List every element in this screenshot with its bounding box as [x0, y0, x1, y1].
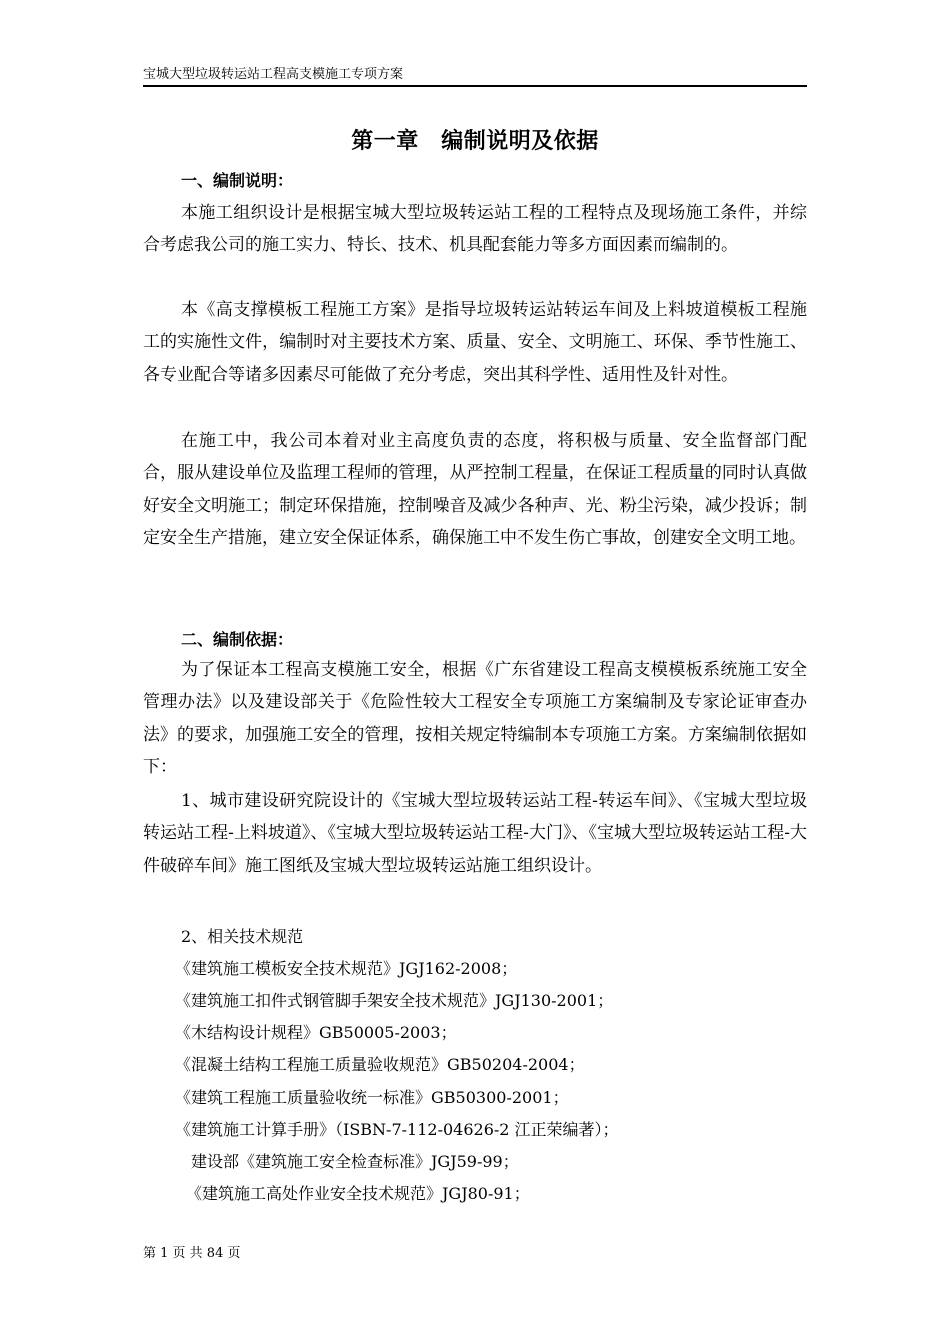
chapter-title: 第一章 编制说明及依据	[351, 129, 599, 154]
standard-item: 建设部《建筑施工安全检查标准》JGJ59-99；	[191, 1152, 519, 1171]
section-heading-2: 二、编制依据：	[181, 630, 294, 649]
standard-item: 《建筑施工高处作业安全技术规范》JGJ80-91；	[186, 1184, 530, 1203]
section-heading-1: 一、编制说明：	[181, 171, 294, 190]
sub-heading: 2、相关技术规范	[181, 927, 304, 946]
paragraph: 为了保证本工程高支模施工安全，根据《广东省建设工程高支模模板系统施工安全管理办法》以及建设部关于《危险性较大工程安全专项施工方案编制及专家论证审查办法》的要求，加强施工安全的管理，按相关规定特编制本专项施工方案。方案编制依据如下：	[143, 660, 807, 777]
paragraph: 本施工组织设计是根据宝城大型垃圾转运站工程的工程特点及现场施工条件，并综合考虑我公司的施工实力、特长、技术、机具配套能力等多方面因素而编制的。	[143, 203, 807, 256]
standard-item: 《建筑施工扣件式钢管脚手架安全技术规范》JGJ130-2001；	[175, 991, 614, 1010]
paragraph: 1、城市建设研究院设计的《宝城大型垃圾转运站工程-转运车间》、《宝城大型垃圾转运站工程-上料坡道》、《宝城大型垃圾转运站工程-大门》、《宝城大型垃圾转运站工程-大件破碎车间》施工图纸及宝城大型垃圾转运站施工组织设计。	[143, 791, 807, 876]
running-header: 宝城大型垃圾转运站工程高支模施工专项方案	[143, 67, 404, 82]
standard-item: 《建筑施工计算手册》（ISBN-7-112-04626-2 江正荣编著）；	[175, 1120, 619, 1139]
standard-item: 《混凝土结构工程施工质量验收规范》GB50204-2004；	[175, 1055, 585, 1074]
standard-item: 《建筑施工模板安全技术规范》JGJ162-2008；	[175, 959, 518, 978]
paragraph: 本《高支撑模板工程施工方案》是指导垃圾转运站转运车间及上料坡道模板工程施工的实施性文件，编制时对主要技术方案、质量、安全、文明施工、环保、季节性施工、各专业配合等诸多因素尽可能做了充分考虑，突出其科学性、适用性及针对性。	[143, 300, 807, 385]
standard-item: 《木结构设计规程》GB50005-2003；	[175, 1023, 457, 1042]
standard-item: 《建筑工程施工质量验收统一标准》GB50300-2001；	[175, 1088, 569, 1107]
page-footer: 第 1 页 共 84 页	[143, 1246, 241, 1261]
header-rule	[143, 85, 807, 87]
paragraph: 在施工中，我公司本着对业主高度负责的态度，将积极与质量、安全监督部门配合，服从建设单位及监理工程师的管理，从严控制工程量，在保证工程质量的同时认真做好安全文明施工；制定环保措施，控制噪音及减少各种声、光、粉尘污染，减少投诉；制定安全生产措施，建立安全保证体系，确保施工中不发生伤亡事故，创建安全文明工地。	[143, 431, 807, 548]
